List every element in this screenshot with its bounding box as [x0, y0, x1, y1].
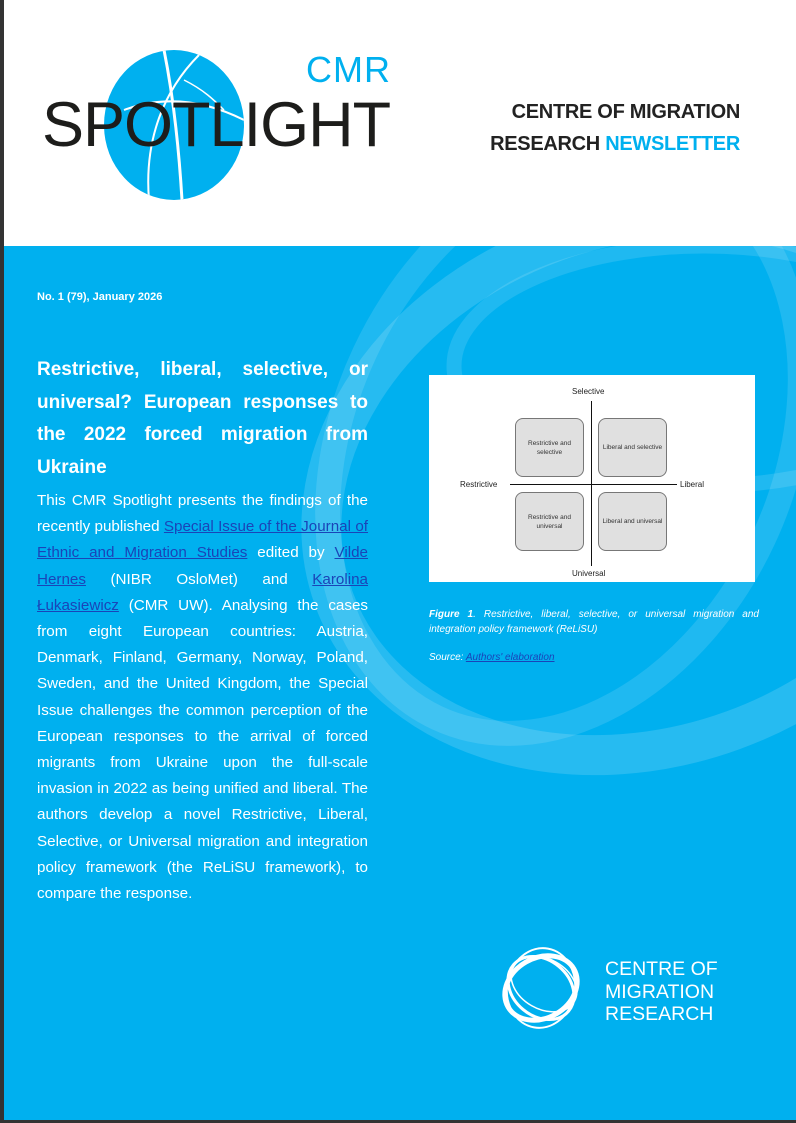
body-text: (NIBR OsloMet) and [85, 570, 313, 588]
logo-line: CENTRE OF [605, 958, 718, 980]
body-text: This CMR Spotlight presents the findings of the recently published [37, 492, 368, 536]
newsletter-line1: CENTRE OF MIGRATION [511, 101, 740, 123]
logo-line: MIGRATION [605, 980, 715, 1003]
horizontal-axis [510, 484, 677, 485]
logo-spotlight-text: SPOTLIGHT [42, 90, 391, 160]
vertical-axis [591, 401, 592, 566]
newsletter-word: NEWSLETTER [605, 133, 740, 155]
newsletter-heading [478, 96, 740, 160]
axis-label-universal: Universal [572, 569, 606, 578]
axis-label-liberal: Liberal [680, 480, 705, 489]
source-link[interactable]: Authors' elaboration [465, 652, 555, 663]
figure-caption [429, 608, 759, 637]
figure-source [429, 652, 555, 663]
source-label: Source: [429, 652, 466, 663]
caption-label: Figure 1 [429, 609, 474, 620]
special-issue-link[interactable]: Special Issue of the Journal of Ethnic and Migration Studies [37, 518, 369, 562]
quadrant-restrictive-universal: Restrictive and universal [515, 492, 584, 551]
article-body [37, 488, 368, 907]
quadrant-liberal-universal: Liberal and universal [598, 492, 667, 551]
logo-line: RESEARCH [605, 1003, 714, 1025]
quadrant-liberal-selective: Liberal and selective [598, 418, 667, 477]
karolina-lukasiewicz-link[interactable]: Karolina Łukasiewicz [37, 570, 368, 614]
article-title: Restrictive, liberal, selective, or universal? European responses to the 2022 forced migration from Ukraine [37, 359, 368, 478]
caption-text: . Restrictive, liberal, selective, or universal migration and integration policy framework (ReLiSU) [429, 609, 759, 635]
newsletter-research: RESEARCH [490, 133, 600, 155]
header [4, 0, 796, 246]
main-panel [4, 246, 796, 1120]
vilde-hernes-link[interactable]: Vilde Hernes [37, 544, 368, 588]
cmr-rings-logo-icon [494, 936, 589, 1041]
body-text: edited by [247, 544, 335, 562]
article [37, 354, 368, 907]
logo-cmr-text: CMR [306, 49, 391, 90]
cmr-logo-text [605, 958, 718, 1026]
quadrant-restrictive-selective: Restrictive and selective [515, 418, 584, 477]
relisu-framework-figure [429, 375, 755, 582]
axis-label-restrictive: Restrictive [460, 480, 498, 489]
axis-label-selective: Selective [572, 387, 605, 396]
issue-number: No. 1 (79), January 2026 [37, 291, 163, 303]
body-text: (CMR UW). Analysing the cases from eight European countries: Austria, Denmark, Finland, Germany, Norway, Poland, Sweden, and the United Kingdom, the Special Issue challenges the common perception of the European responses to the arrival of forced migrants from Ukraine upon the full-scale invasion in 2022 as being unified and liberal. The authors develop a novel Restrictive, Liberal, Selective, or Universal migration and integration policy framework (the ReLiSU framework), to compare the response. [37, 596, 368, 903]
